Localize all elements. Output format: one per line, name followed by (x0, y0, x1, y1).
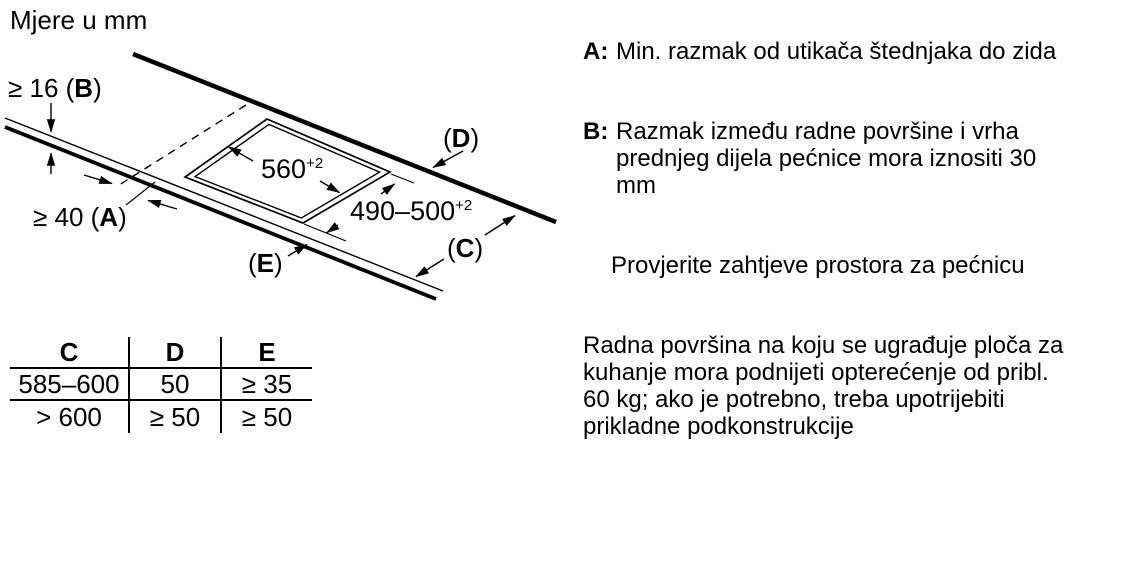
table-header-e: E (220, 337, 312, 369)
cutout-width-dimension: $560^{+2}$ (261, 154, 324, 184)
note-item-a (583, 38, 1059, 65)
table-header-c: C (10, 337, 128, 369)
label-e-arrow (288, 244, 307, 256)
diagram-units-label: Mjere u mm (10, 5, 148, 35)
gap-arrow-lower (148, 200, 177, 209)
table-cell: ≥ 50 (128, 401, 220, 433)
cutout-depth-dimension: $490-500^{+2}$ (350, 196, 473, 226)
dimensions-table (10, 337, 312, 433)
note-check-oven-space: Provjerite zahtjeve prostora za pećnicu (611, 252, 1025, 279)
note-item-b (583, 118, 1059, 199)
note-worktop-load: Radna površina na koju se ugrađuje ploča za kuhanje mora podnijeti opterećenje od pribl. 60 kg; ako je potrebno, treba upotrijebiti prikladne podkonstrukcije (583, 332, 1064, 440)
extension-line-right (391, 174, 414, 183)
label-d-arrow (433, 151, 463, 168)
note-b-label: B: (583, 118, 609, 145)
table-cell: 50 (128, 369, 220, 401)
note-a-text: Min. razmak od utikača štednjaka do zida (616, 38, 1057, 65)
table-header-d: D (128, 337, 220, 369)
note-a-label: A: (583, 38, 609, 65)
note-b-text: Razmak između radne površine i vrha prednjeg dijela pećnice mora iznositi 30 mm (616, 118, 1037, 199)
table-cell: ≥ 35 (220, 369, 312, 401)
label-c: (C) (447, 233, 484, 263)
label-c-arrow-lower (416, 259, 444, 277)
table-cell: > 600 (36, 401, 102, 432)
installation-diagram (0, 0, 570, 320)
table-cell: 585–600 (10, 369, 128, 401)
gap-dimension-label: ≥ 40 (A) (33, 202, 127, 232)
label-d: (D) (443, 123, 480, 153)
depth-arrow-upper (381, 184, 395, 194)
label-c-arrow-upper (485, 216, 515, 235)
thickness-dimension-label: ≥ 16 (B) (8, 73, 102, 103)
depth-arrow-lower (327, 225, 338, 233)
table-cell: ≥ 50 (220, 401, 312, 433)
gap-arrow-upper (84, 175, 112, 184)
label-e: (E) (248, 248, 283, 278)
